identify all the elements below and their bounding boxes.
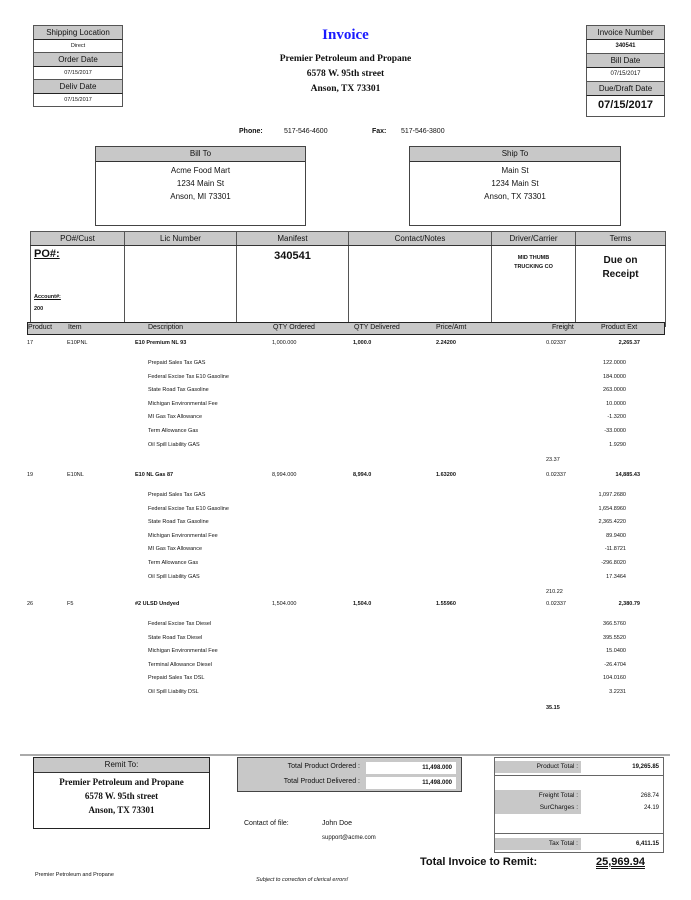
bill-to-line: 1234 Main St	[176, 179, 225, 188]
tax-amount: 122.0000	[603, 360, 626, 366]
col-terms: Terms	[576, 232, 666, 246]
item-code: E10PNL	[67, 340, 88, 346]
col-manifest: Manifest	[237, 232, 349, 246]
remit-line: Premier Petroleum and Propane	[59, 777, 184, 787]
tax-amount: 10.0000	[606, 400, 626, 407]
tax-amount: 184.0000	[603, 373, 626, 380]
tax-amount: 17.3464	[606, 573, 626, 580]
product-ext: 2,380.79	[618, 601, 640, 607]
tax-name: State Road Tax Gasoline	[148, 387, 209, 394]
tax-name: Federal Excise Tax Diesel	[148, 621, 212, 627]
tax-total-value: 6,411.15	[635, 841, 659, 847]
terms-line: Receipt	[602, 269, 639, 280]
driver-carrier-line: MID THUMB	[517, 255, 550, 261]
shipping-location-value: Direct	[33, 40, 123, 52]
company-street: 6578 W. 95th street	[306, 69, 385, 79]
remit-line: 6578 W. 95th street	[84, 791, 159, 801]
company-city: Anson, TX 73301	[310, 84, 381, 94]
product-description: E10 Premium NL 93	[135, 340, 187, 346]
item-code: F5	[67, 601, 74, 607]
tax-name: State Road Tax Diesel	[148, 634, 203, 641]
phone-value: 517-546-4600	[284, 128, 328, 135]
product-code: 26	[27, 601, 34, 607]
tax-amount: -296.8020	[601, 560, 626, 566]
tax-amount: 1.9290	[609, 441, 626, 448]
due-date-label: Due/Draft Date	[586, 81, 665, 96]
order-date-value: 07/15/2017	[33, 67, 123, 79]
contact-email[interactable]: support@acme.com	[322, 835, 376, 841]
manifest-value: 340541	[237, 246, 349, 327]
bill-to-box	[95, 146, 306, 226]
tax-name: Oil Spill Liability GAS	[148, 441, 200, 448]
product-code: 17	[27, 340, 34, 346]
total-ordered-label: Total Product Ordered :	[287, 763, 360, 770]
tax-name: Federal Excise Tax E10 Gasoline	[148, 373, 229, 380]
freight-subtotal: 23.37	[546, 457, 560, 464]
fax-value: 517-546-3800	[401, 128, 445, 135]
tax-total-label: Tax Total :	[495, 838, 581, 850]
freight-subtotal: 35.15	[546, 704, 560, 711]
freight-total-label: Freight Total :	[495, 790, 581, 802]
details-table	[30, 231, 666, 327]
due-date-value: 07/15/2017	[586, 96, 665, 117]
invoice-number-label: Invoice Number	[586, 25, 665, 40]
tax-amount: -1.3200	[607, 414, 626, 421]
freight-subtotal: 210.22	[546, 589, 563, 596]
ship-to-label: Ship To	[410, 147, 620, 162]
terms-cell	[576, 246, 666, 327]
total-remit-value: 25,969.94	[596, 856, 645, 868]
footer-disclaimer: Subject to correction of clerical errors!	[256, 877, 349, 883]
bill-to-line: Acme Food Mart	[170, 166, 231, 175]
total-ordered-value: 11,498.000	[366, 762, 456, 774]
company-name: Premier Petroleum and Propane	[279, 54, 412, 64]
price-amt: 1.63200	[436, 472, 456, 478]
driver-carrier-cell	[492, 246, 576, 327]
remit-line: Anson, TX 73301	[88, 805, 155, 815]
freight-rate: 0.02337	[546, 340, 566, 346]
tax-amount: 1,097.2680	[598, 492, 626, 498]
tax-name: Federal Excise Tax E10 Gasoline	[148, 505, 229, 512]
bill-to-line: Anson, MI 73301	[170, 192, 231, 201]
product-description: E10 NL Gas 87	[135, 472, 174, 478]
contact-label: Contact of file:	[244, 820, 289, 827]
footer-company: Premier Petroleum and Propane	[35, 872, 114, 878]
col-qty-ordered: QTY Ordered	[273, 324, 315, 331]
tax-amount: 263.0000	[603, 387, 626, 394]
lic-number-cell	[125, 246, 237, 327]
qty-delivered: 1,504.0	[353, 601, 372, 607]
tax-name: Michigan Environmental Fee	[148, 648, 218, 655]
po-label: PO#:	[34, 248, 60, 260]
qty-ordered: 8,994.000	[272, 472, 297, 478]
order-date-label: Order Date	[33, 52, 123, 67]
tax-amount: 3.2231	[609, 689, 626, 695]
col-driver-carrier: Driver/Carrier	[492, 232, 576, 246]
bill-date-value: 07/15/2017	[586, 68, 665, 81]
remit-to-box	[33, 757, 210, 829]
tax-name: Michigan Environmental Fee	[148, 532, 218, 539]
tax-name: Prepaid Sales Tax GAS	[148, 360, 206, 366]
tax-amount: 89.9400	[606, 532, 626, 539]
tax-name: Michigan Environmental Fee	[148, 400, 218, 407]
po-cust-cell	[31, 246, 125, 327]
deliv-date-label: Deliv Date	[33, 79, 123, 94]
product-ext: 2,265.37	[618, 340, 640, 346]
bill-to-label: Bill To	[96, 147, 305, 162]
tax-name: State Road Tax Gasoline	[148, 519, 209, 526]
tax-name: MI Gas Tax Allowance	[148, 546, 203, 553]
invoice-title: Invoice	[322, 27, 369, 43]
product-total-label: Product Total :	[495, 761, 581, 773]
terms-line: Due on	[603, 255, 638, 266]
invoice-info-panel	[586, 25, 665, 117]
col-lic-number: Lic Number	[125, 232, 237, 246]
tax-name: Oil Spill Liability GAS	[148, 573, 200, 580]
tax-amount: 366.5760	[603, 621, 626, 627]
shipping-location-label: Shipping Location	[33, 25, 123, 40]
col-freight: Freight	[552, 324, 574, 331]
tax-amount: -11.8721	[604, 546, 626, 553]
tax-amount: -33.0000	[604, 428, 626, 434]
product-code: 19	[27, 472, 34, 478]
ship-to-box	[409, 146, 621, 226]
col-product-ext: Product Ext	[601, 324, 638, 331]
surcharges-value: 24.19	[643, 805, 659, 811]
qty-ordered: 1,000.000	[272, 340, 297, 346]
ship-to-line: 1234 Main St	[491, 179, 539, 188]
tax-name: Terminal Allowance Diesel	[148, 661, 212, 668]
tax-name: Oil Spill Liability DSL	[148, 689, 199, 695]
remit-to-label: Remit To:	[34, 758, 209, 773]
col-price: Price/Amt	[436, 324, 467, 331]
product-totals-box	[237, 757, 462, 792]
qty-delivered: 8,994.0	[353, 472, 372, 478]
product-description: #2 ULSD Undyed	[135, 601, 180, 607]
product-total-value: 19,265.85	[583, 761, 663, 773]
section-divider	[20, 754, 670, 756]
tax-amount: 1,654.8960	[598, 505, 626, 512]
ship-to-line: Main St	[501, 166, 529, 175]
freight-rate: 0.02337	[546, 601, 566, 607]
tax-amount: 395.5520	[603, 634, 626, 641]
tax-amount: 104.0160	[603, 675, 626, 682]
freight-rate: 0.02337	[546, 472, 566, 478]
price-amt: 1.55960	[436, 601, 456, 607]
invoice-totals-box	[494, 757, 664, 853]
line-items-header	[27, 322, 665, 335]
invoice-number-value: 340541	[586, 40, 665, 53]
col-description: Description	[148, 324, 184, 331]
price-amt: 2.24200	[436, 340, 456, 346]
col-item: Item	[68, 324, 82, 331]
account-label: Account#:	[34, 294, 61, 300]
tax-name: Prepaid Sales Tax GAS	[148, 492, 206, 498]
total-delivered-value: 11,498.000	[366, 777, 456, 789]
total-delivered-label: Total Product Delivered :	[283, 778, 360, 785]
col-contact-notes: Contact/Notes	[349, 232, 492, 246]
col-po-cust: PO#/Cust	[31, 232, 125, 246]
surcharges-label: SurCharges :	[495, 802, 581, 814]
fax-label: Fax:	[372, 128, 387, 135]
tax-name: Prepaid Sales Tax DSL	[148, 675, 205, 682]
bill-date-label: Bill Date	[586, 53, 665, 68]
total-remit-label: Total Invoice to Remit:	[420, 856, 538, 868]
deliv-date-value: 07/15/2017	[33, 94, 123, 107]
col-qty-delivered: QTY Delivered	[354, 324, 400, 331]
tax-amount: 15.0400	[606, 648, 626, 655]
account-value: 200	[34, 306, 44, 312]
qty-ordered: 1,504.000	[272, 601, 297, 607]
contact-name: John Doe	[322, 820, 352, 827]
driver-carrier-line: TRUCKING CO	[514, 264, 553, 270]
ship-to-line: Anson, TX 73301	[484, 192, 546, 201]
tax-name: Term Allowance Gas	[148, 560, 199, 566]
tax-amount: 2,365.4220	[598, 519, 626, 526]
qty-delivered: 1,000.0	[353, 340, 372, 346]
item-code: E10NL	[67, 472, 84, 478]
phone-label: Phone:	[239, 128, 263, 135]
contact-notes-cell	[349, 246, 492, 327]
tax-name: MI Gas Tax Allowance	[148, 414, 203, 421]
freight-total-value: 268.74	[640, 793, 659, 799]
col-product: Product	[28, 324, 53, 331]
tax-name: Term Allowance Gas	[148, 428, 199, 434]
product-ext: 14,885.43	[615, 472, 640, 478]
tax-amount: -26.4704	[604, 661, 626, 668]
